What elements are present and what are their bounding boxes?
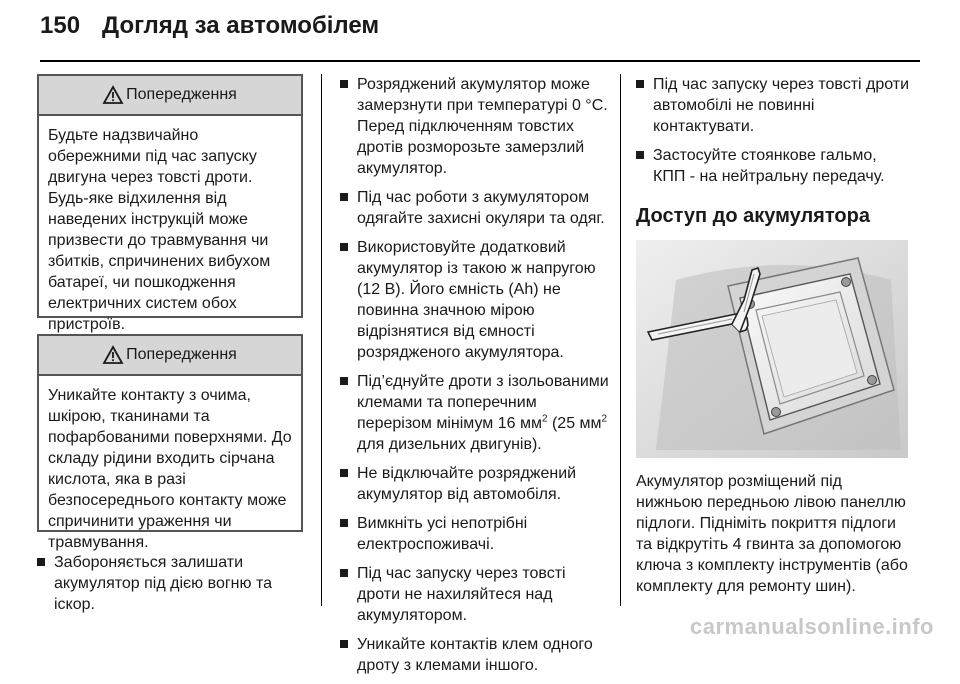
list-item (636, 145, 912, 187)
bullet-icon (340, 469, 348, 477)
list-item-text: Не відключайте розряджений акумулятор від автомобіля. (357, 465, 577, 503)
list-item-text: Розряджений акумулятор може замерзнути при температурі 0 °C. Перед підключенням товстих дротів розморозьте замерзлий акумулятор. (357, 76, 608, 177)
section-heading: Доступ до акумулятора (636, 205, 870, 227)
bullet-icon (340, 519, 348, 527)
list-item (340, 634, 610, 676)
bullet-icon (636, 80, 644, 88)
bullet-list (37, 552, 303, 615)
cable-spec-diesel: (25 мм (547, 415, 602, 432)
column-1 (37, 74, 303, 623)
header-divider (40, 60, 920, 62)
column-2 (340, 74, 610, 684)
superscript: 2 (601, 413, 608, 425)
superscript: 2 (541, 413, 548, 425)
list-item-text: Під’єднуйте дроти з ізольованими клемами та поперечним перерізом мінімум (357, 373, 609, 432)
column-3 (636, 74, 912, 597)
bullet-icon (340, 569, 348, 577)
list-item (636, 74, 912, 137)
bullet-icon (340, 80, 348, 88)
list-item-text: Під час роботи з акумулятором одягайте захисні окуляри та одяг. (357, 189, 605, 227)
warning-text: Будьте надзвичайно обережними під час запуску двигуна через товсті дроти. Будь-яке відхилення від наведених інструкцій може призвести до травмування чи збитків, спричинених вибухом батареї, чи пошкодження електричних систем обох пристроїв. (48, 127, 271, 333)
watermark: carmanualsonline.info (690, 614, 934, 639)
cable-spec-petrol: 16 мм (497, 415, 542, 432)
warning-header (39, 336, 301, 376)
list-item-text: Використовуйте додатковий акумулятор із такою ж напругою (12 В). Його ємність (Ah) не повинна значною мірою відрізнятися від ємності розрядженого акумулятора. (357, 239, 596, 361)
list-item (340, 463, 610, 505)
list-item (340, 187, 610, 229)
bullet-icon (340, 243, 348, 251)
bullet-icon (340, 377, 348, 385)
list-item-text: Під час запуску через товсті дроти автомобілі не повинні контактувати. (653, 76, 910, 135)
list-item (340, 513, 610, 555)
bullet-list (636, 74, 912, 187)
bullet-list (340, 74, 610, 676)
list-item-text: Уникайте контактів клем одного дроту з клемами іншого. (357, 636, 593, 674)
list-item-text: Застосуйте стоянкове гальмо, КПП - на нейтральну передачу. (653, 147, 885, 185)
list-item (340, 237, 610, 363)
list-item (340, 74, 610, 179)
warning-box (37, 334, 303, 551)
warning-title: Попередження (126, 346, 237, 363)
column-divider (620, 74, 621, 606)
bullet-icon (636, 151, 644, 159)
page-title: Догляд за автомобілем (102, 12, 380, 39)
warning-triangle-icon (103, 346, 123, 364)
list-item-text: Під час запуску через товсті дроти не нахиляйтеся над акумулятором. (357, 565, 566, 624)
list-item (340, 563, 610, 626)
bullet-icon (340, 640, 348, 648)
list-item (340, 371, 610, 455)
warning-triangle-icon (103, 86, 123, 104)
battery-cover-with-key-illustration (636, 240, 908, 458)
bullet-icon (37, 558, 45, 566)
warning-box (37, 74, 303, 333)
page-header (40, 12, 379, 52)
warning-text: Уникайте контакту з очима, шкірою, тканинами та пофарбованими поверхнями. До складу рідини входить сірчана кислота, яка в разі безпосереднього контакту може спричинити ураження чи травмування. (48, 387, 292, 551)
paragraph: Акумулятор розміщений під нижньою передньою лівою панеллю підлоги. Підніміть покриття підлоги та відкрутіть 4 гвинта за допомогою ключа з комплекту інструментів (або комплекту для ремонту шин). (636, 473, 908, 595)
cable-spec-diesel-suffix: для дизельних двигунів). (357, 436, 542, 453)
page-number: 150 (40, 12, 81, 39)
list-item (37, 552, 303, 615)
warning-title: Попередження (126, 86, 237, 103)
list-item-text: Вимкніть усі непотрібні електроспоживачі. (357, 515, 528, 553)
column-divider (321, 74, 322, 606)
bullet-icon (340, 193, 348, 201)
warning-header (39, 76, 301, 116)
list-item-text: Забороняється залишати акумулятор під дією вогню та іскор. (54, 554, 272, 613)
